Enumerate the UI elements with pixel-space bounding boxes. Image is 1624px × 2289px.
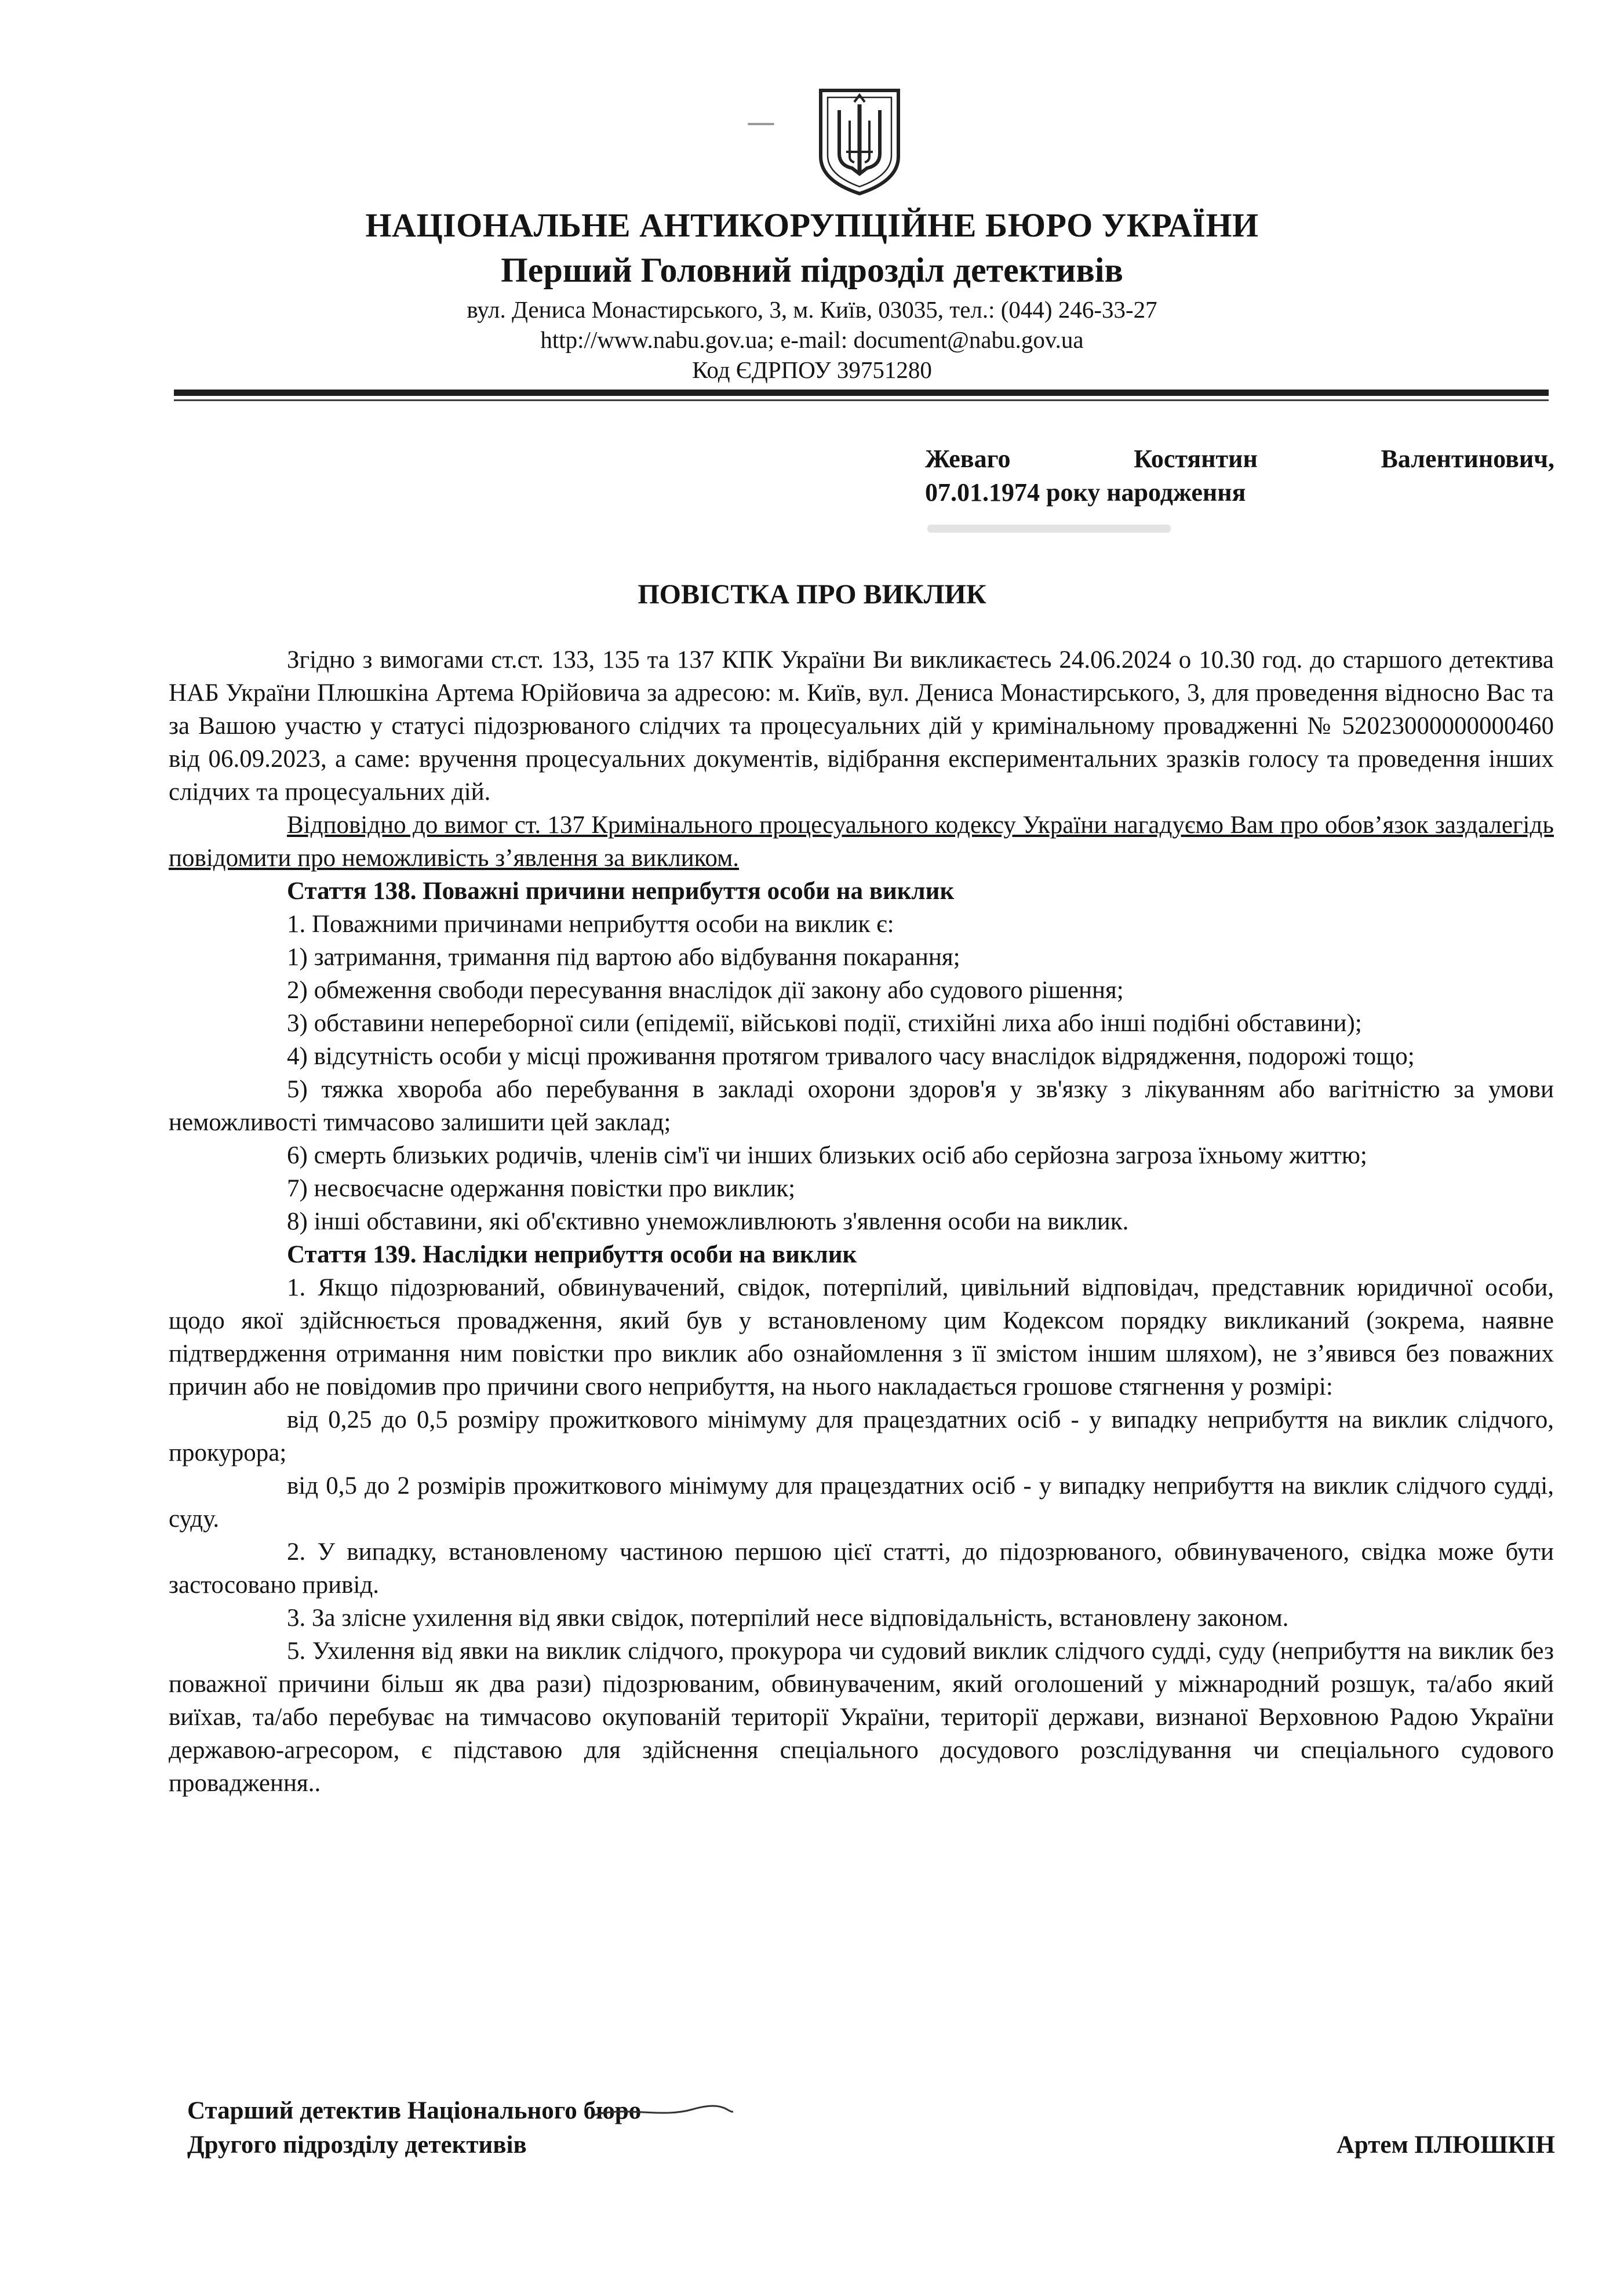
article-138-item: 2) обмеження свободи пересування внаслідок дії закону або судового рішення;	[287, 977, 1124, 1004]
address-line: вул. Дениса Монастирського, 3, м. Київ, 03035, тел.: (044) 246-33-27	[467, 296, 1157, 323]
article-138-item: 1. Поважними причинами неприбуття особи на виклик є:	[287, 911, 894, 938]
faded-text-trace	[927, 525, 1171, 533]
article-139-item: від 0,25 до 0,5 розміру прожиткового мінімуму для працездатних осіб - у випадку неприбуття на виклик слідчого, прокурора;	[169, 1406, 1554, 1466]
article-139-item: 5. Ухилення від явки на виклик слідчого, прокурора чи судовий виклик слідчого судді, суду (неприбуття на виклик без поважної причини більш як два рази) підозрюваним, обвинуваченим, який оголошений у міжнародний розшук, та/або який виїхав, та/або перебуває на тимчасово окупованій території України, території держави, визнаної Верховною Радою України державою-агресором, є підставою для здійснення спеціального досудового розслідування чи спеціального судового провадження..	[169, 1637, 1554, 1797]
article-138-title: Стаття 138. Поважні причини неприбуття особи на виклик	[287, 878, 955, 905]
web-email-line: http://www.nabu.gov.ua; e-mail: document@nabu.gov.ua	[540, 326, 1084, 353]
reminder-paragraph: Відповідно до вимог ст. 137 Кримінального процесуального кодексу України нагадуємо Вам про обов’язок заздалегідь повідомити про неможливість з’явлення за викликом.	[169, 811, 1554, 872]
article-139-title: Стаття 139. Наслідки неприбуття особи на виклик	[287, 1241, 857, 1268]
article-138-item: 8) інші обставини, які об'єктивно унеможливлюють з'явлення особи на виклик.	[287, 1208, 1129, 1235]
article-139-item: 2. У випадку, встановленому частиною першою цієї статті, до підозрюваного, обвинуваченого, свідка може бути застосовано привід.	[169, 1538, 1554, 1599]
header-divider-thin	[174, 399, 1549, 401]
coat-of-arms-icon	[816, 87, 903, 197]
article-138-item: 7) несвоєчасне одержання повістки про виклик;	[287, 1175, 796, 1202]
document-body	[169, 643, 1554, 1800]
organization-name: НАЦІОНАЛЬНЕ АНТИКОРУПЦІЙНЕ БЮРО УКРАЇНИ	[365, 206, 1259, 244]
article-138-item: 3) обставини непереборної сили (епідемії, військові події, стихійні лиха або інші подібні обставини);	[287, 1010, 1362, 1037]
signer-position-line1: Старший детектив Національного бюро	[187, 2097, 642, 2124]
article-138-item: 6) смерть близьких родичів, членів сім'ї чи інших близьких осіб або серйозна загроза їхньому життю;	[287, 1142, 1367, 1169]
recipient-name: Костянтин	[1134, 445, 1258, 473]
header-divider-thick	[174, 390, 1549, 396]
signer-name: Артем ПЛЮШКІН	[1336, 2131, 1555, 2159]
article-139-item: від 0,5 до 2 розмірів прожиткового мінімуму для працездатних осіб - у випадку неприбуття на виклик слідчого судді, суду.	[169, 1472, 1554, 1533]
article-139-item: 1. Якщо підозрюваний, обвинувачений, свідок, потерпілий, цивільний відповідач, представник юридичної особи, щодо якої здійснюється провадження, який був у встановленому цим Кодексом порядку викликаний (зокрема, наявне підтвердження отримання ним повістки про виклик або ознайомлення з її змістом іншим шляхом), не з’явився без поважних причин або не повідомив про причини свого неприбуття, на нього накладається грошове стягнення у розмірі:	[169, 1274, 1554, 1400]
recipient-patronymic: Валентинович,	[1381, 445, 1554, 473]
signer-position-line2: Другого підрозділу детективів	[187, 2131, 527, 2159]
pen-strike-mark	[591, 2101, 736, 2124]
document-title: ПОВІСТКА ПРО ВИКЛИК	[638, 579, 986, 610]
recipient-surname: Жеваго	[925, 445, 1011, 473]
recipient-block	[925, 444, 1554, 511]
division-name: Перший Головний підрозділ детективів	[501, 251, 1123, 289]
intro-paragraph: Згідно з вимогами ст.ст. 133, 135 та 137 КПК України Ви викликаєтесь 24.06.2024 о 10.30 год. до старшого детектива НАБ України Плюшкіна Артема Юрійовича за адресою: м. Київ, вул. Дениса Монастирського, 3, для проведення відносно Вас та за Вашою участю у статусі підозрюваного слідчих та процесуальних дій у кримінальному провадженні № 52023000000000460 від 06.09.2023, а саме: вручення процесуальних документів, відібрання експериментальних зразків голосу та проведення інших слідчих та процесуальних дій.	[169, 646, 1554, 806]
signature-block	[187, 2094, 1555, 2162]
article-139-item: 3. За злісне ухилення від явки свідок, потерпілий несе відповідальність, встановлену законом.	[287, 1604, 1289, 1632]
recipient-birth: 07.01.1974 року народження	[925, 478, 1246, 507]
scan-mark	[748, 123, 774, 125]
article-138-item: 4) відсутність особи у місці проживання протягом тривалого часу внаслідок відрядження, подорожі тощо;	[287, 1043, 1415, 1070]
article-138-item: 1) затримання, тримання під вартою або відбування покарання;	[287, 944, 960, 971]
edrpou-code: Код ЄДРПОУ 39751280	[692, 356, 932, 383]
article-138-item: 5) тяжка хвороба або перебування в закладі охорони здоров'я у зв'язку з лікуванням або вагітністю за умови неможливості тимчасово залишити цей заклад;	[169, 1076, 1554, 1136]
